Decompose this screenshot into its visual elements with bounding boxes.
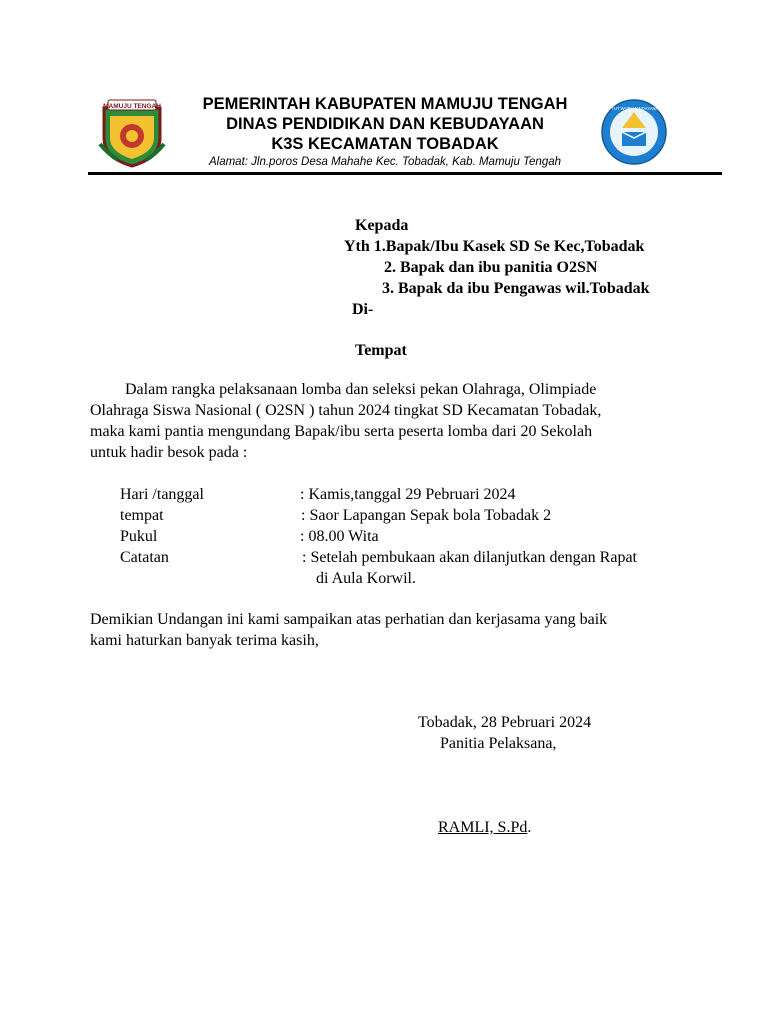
- detail-label-catatan: Catatan: [120, 549, 169, 566]
- signature-name-suffix: .: [527, 819, 532, 836]
- body-paragraph-line-2: Olahraga Siswa Nasional ( O2SN ) tahun 2024 tingkat SD Kecamatan Tobadak,: [90, 402, 602, 419]
- recipient-di: Di-: [352, 301, 374, 318]
- body-paragraph-line-4: untuk hadir besok pada :: [90, 444, 248, 461]
- recipient-tempat: Tempat: [355, 342, 407, 359]
- detail-value-catatan: : Setelah pembukaan akan dilanjutkan dengan Rapat: [302, 549, 637, 566]
- signature-name: RAMLI, S.Pd: [438, 819, 528, 836]
- detail-label-pukul: Pukul: [120, 528, 158, 545]
- body-paragraph-line-1: Dalam rangka pelaksanaan lomba dan seleksi pekan Olahraga, Olimpiade: [125, 381, 597, 398]
- logo-left-text: MAMUJU TENGAH: [103, 103, 161, 110]
- signature-place-date: Tobadak, 28 Pebruari 2024: [418, 714, 592, 731]
- letterhead-address: Alamat: Jln.poros Desa Mahahe Kec. Tobadak, Kab. Mamuju Tengah: [208, 156, 562, 168]
- body-paragraph-line-3: maka kami pantia mengundang Bapak/ibu serta peserta lomba dari 20 Sekolah: [90, 423, 593, 440]
- recipient-line-2: 2. Bapak dan ibu panitia O2SN: [384, 259, 598, 276]
- closing-line-2: kami haturkan banyak terima kasih,: [90, 632, 319, 649]
- recipient-kepada: Kepada: [355, 217, 409, 234]
- detail-catatan-continuation: di Aula Korwil.: [316, 570, 416, 587]
- detail-value-hari: : Kamis,tanggal 29 Pebruari 2024: [300, 486, 516, 503]
- detail-label-tempat: tempat: [120, 507, 164, 524]
- recipient-line-1: Yth 1.Bapak/Ibu Kasek SD Se Kec,Tobadak: [344, 238, 645, 255]
- signature-role: Panitia Pelaksana,: [440, 735, 557, 752]
- mamuju-tengah-logo: [96, 98, 168, 170]
- detail-label-hari: Hari /tanggal: [120, 486, 204, 503]
- letterhead-divider: [88, 172, 722, 175]
- signature-name-wrap: [438, 818, 531, 838]
- letterhead-line-1: PEMERINTAH KABUPATEN MAMUJU TENGAH: [202, 95, 568, 113]
- recipient-line-3: 3. Bapak da ibu Pengawas wil.Tobadak: [382, 280, 650, 297]
- detail-value-tempat: : Saor Lapangan Sepak bola Tobadak 2: [301, 507, 552, 524]
- closing-line-1: Demikian Undangan ini kami sampaikan atas perhatian dan kerjasama yang baik: [90, 611, 608, 628]
- tut-wuri-handayani-logo: [600, 98, 668, 166]
- letterhead-line-3: K3S KECAMATAN TOBADAK: [271, 135, 499, 153]
- letterhead-line-2: DINAS PENDIDIKAN DAN KEBUDAYAAN: [226, 115, 544, 133]
- detail-value-pukul: : 08.00 Wita: [300, 528, 379, 545]
- logo-right-text: TUT WURI HANDAYANI: [611, 106, 657, 111]
